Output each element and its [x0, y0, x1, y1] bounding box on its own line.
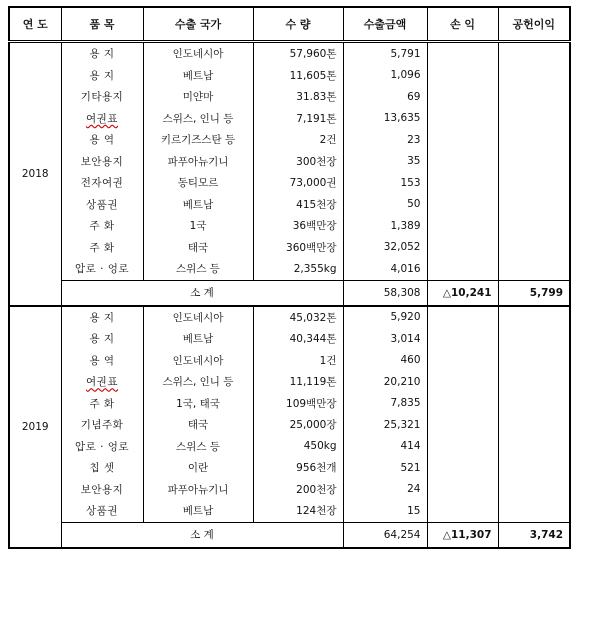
table-row	[9, 65, 570, 87]
public-profit-cell	[498, 194, 570, 216]
quantity-cell: 57,960톤	[253, 42, 343, 65]
public-profit-cell	[498, 42, 570, 65]
country-cell: 스위스 등	[143, 436, 253, 458]
profit-cell	[427, 371, 498, 393]
public-profit-cell	[498, 393, 570, 415]
profit-cell	[427, 151, 498, 173]
amount-cell: 32,052	[343, 237, 427, 259]
profit-cell	[427, 258, 498, 280]
profit-cell	[427, 328, 498, 350]
item-cell: 보안용지	[61, 479, 143, 501]
table-body	[9, 42, 570, 548]
country-cell: 파푸아뉴기니	[143, 151, 253, 173]
profit-cell	[427, 65, 498, 87]
quantity-cell: 124천장	[253, 500, 343, 522]
table-row	[9, 500, 570, 522]
item-cell: 용 지	[61, 328, 143, 350]
country-cell: 태국	[143, 237, 253, 259]
table-row	[9, 436, 570, 458]
public-profit-cell	[498, 350, 570, 372]
item-cell: 칩 셋	[61, 457, 143, 479]
table-row	[9, 306, 570, 329]
item-cell: 압로 · 엉로	[61, 436, 143, 458]
quantity-cell: 2,355kg	[253, 258, 343, 280]
profit-cell	[427, 194, 498, 216]
amount-cell: 1,389	[343, 215, 427, 237]
country-cell: 동티모르	[143, 172, 253, 194]
public-profit-cell	[498, 328, 570, 350]
table-row	[9, 258, 570, 280]
public-profit-cell	[498, 151, 570, 173]
amount-cell: 69	[343, 86, 427, 108]
amount-cell: 5,791	[343, 42, 427, 65]
amount-cell: 1,096	[343, 65, 427, 87]
subtotal-profit: △10,241	[427, 280, 498, 306]
amount-cell: 15	[343, 500, 427, 522]
item-cell: 기념주화	[61, 414, 143, 436]
table-row	[9, 86, 570, 108]
public-profit-cell	[498, 414, 570, 436]
subtotal-public-profit: 3,742	[498, 522, 570, 548]
country-cell: 1국, 태국	[143, 393, 253, 415]
table-row	[9, 151, 570, 173]
country-cell: 인도네시아	[143, 306, 253, 329]
item-cell: 용 지	[61, 42, 143, 65]
quantity-cell: 1건	[253, 350, 343, 372]
profit-cell	[427, 129, 498, 151]
item-cell: 상품권	[61, 194, 143, 216]
country-cell: 키르기즈스탄 등	[143, 129, 253, 151]
subtotal-profit: △11,307	[427, 522, 498, 548]
item-cell: 상품권	[61, 500, 143, 522]
country-cell: 베트남	[143, 194, 253, 216]
profit-cell	[427, 86, 498, 108]
country-cell: 1국	[143, 215, 253, 237]
item-cell: 전자여권	[61, 172, 143, 194]
header-amount: 수출금액	[343, 7, 427, 42]
country-cell: 베트남	[143, 328, 253, 350]
public-profit-cell	[498, 215, 570, 237]
table-row	[9, 237, 570, 259]
public-profit-cell	[498, 500, 570, 522]
subtotal-label: 소 계	[61, 280, 343, 306]
item-cell: 용 지	[61, 65, 143, 87]
table-row	[9, 457, 570, 479]
quantity-cell: 415천장	[253, 194, 343, 216]
public-profit-cell	[498, 258, 570, 280]
quantity-cell: 11,605톤	[253, 65, 343, 87]
subtotal-amount: 58,308	[343, 280, 427, 306]
profit-cell	[427, 350, 498, 372]
header-year: 연 도	[9, 7, 61, 42]
country-cell: 미얀마	[143, 86, 253, 108]
table-row	[9, 393, 570, 415]
year-cell: 2018	[9, 42, 61, 306]
amount-cell: 3,014	[343, 328, 427, 350]
public-profit-cell	[498, 129, 570, 151]
country-cell: 파푸아뉴기니	[143, 479, 253, 501]
header-public-profit: 공헌이익	[498, 7, 570, 42]
profit-cell	[427, 108, 498, 130]
amount-cell: 4,016	[343, 258, 427, 280]
country-cell: 인도네시아	[143, 42, 253, 65]
quantity-cell: 109백만장	[253, 393, 343, 415]
quantity-cell: 45,032톤	[253, 306, 343, 329]
subtotal-row	[9, 280, 570, 306]
item-cell: 기타용지	[61, 86, 143, 108]
profit-cell	[427, 414, 498, 436]
quantity-cell: 450kg	[253, 436, 343, 458]
country-cell: 베트남	[143, 500, 253, 522]
country-cell: 태국	[143, 414, 253, 436]
table-row	[9, 129, 570, 151]
profit-cell	[427, 436, 498, 458]
table-row	[9, 479, 570, 501]
profit-cell	[427, 172, 498, 194]
table-row	[9, 371, 570, 393]
item-cell: 압로 · 엉로	[61, 258, 143, 280]
item-cell: 용 지	[61, 306, 143, 329]
public-profit-cell	[498, 108, 570, 130]
amount-cell: 460	[343, 350, 427, 372]
public-profit-cell	[498, 86, 570, 108]
year-cell: 2019	[9, 306, 61, 548]
profit-cell	[427, 479, 498, 501]
table-row	[9, 194, 570, 216]
table-row	[9, 215, 570, 237]
export-table-container	[8, 6, 571, 549]
public-profit-cell	[498, 237, 570, 259]
table-row	[9, 414, 570, 436]
subtotal-public-profit: 5,799	[498, 280, 570, 306]
amount-cell: 23	[343, 129, 427, 151]
header-profit: 손 익	[427, 7, 498, 42]
header-quantity: 수 량	[253, 7, 343, 42]
country-cell: 스위스 등	[143, 258, 253, 280]
amount-cell: 35	[343, 151, 427, 173]
item-cell: 보안용지	[61, 151, 143, 173]
profit-cell	[427, 237, 498, 259]
header-country: 수출 국가	[143, 7, 253, 42]
amount-cell: 521	[343, 457, 427, 479]
quantity-cell: 360백만장	[253, 237, 343, 259]
table-row	[9, 328, 570, 350]
amount-cell: 25,321	[343, 414, 427, 436]
country-cell: 인도네시아	[143, 350, 253, 372]
amount-cell: 24	[343, 479, 427, 501]
public-profit-cell	[498, 172, 570, 194]
public-profit-cell	[498, 371, 570, 393]
header-row	[9, 7, 570, 42]
profit-cell	[427, 500, 498, 522]
table-row	[9, 172, 570, 194]
table-row	[9, 350, 570, 372]
country-cell: 스위스, 인니 등	[143, 108, 253, 130]
amount-cell: 13,635	[343, 108, 427, 130]
item-cell: 여권표	[61, 108, 143, 130]
subtotal-amount: 64,254	[343, 522, 427, 548]
public-profit-cell	[498, 65, 570, 87]
public-profit-cell	[498, 479, 570, 501]
export-table	[8, 6, 571, 549]
quantity-cell: 25,000장	[253, 414, 343, 436]
quantity-cell: 36백만장	[253, 215, 343, 237]
item-cell: 주 화	[61, 237, 143, 259]
quantity-cell: 40,344톤	[253, 328, 343, 350]
quantity-cell: 73,000권	[253, 172, 343, 194]
amount-cell: 50	[343, 194, 427, 216]
table-row	[9, 42, 570, 65]
item-cell: 용 역	[61, 350, 143, 372]
quantity-cell: 11,119톤	[253, 371, 343, 393]
quantity-cell: 7,191톤	[253, 108, 343, 130]
public-profit-cell	[498, 436, 570, 458]
subtotal-label: 소 계	[61, 522, 343, 548]
profit-cell	[427, 215, 498, 237]
amount-cell: 7,835	[343, 393, 427, 415]
table-row	[9, 108, 570, 130]
profit-cell	[427, 393, 498, 415]
country-cell: 이란	[143, 457, 253, 479]
country-cell: 스위스, 인니 등	[143, 371, 253, 393]
profit-cell	[427, 42, 498, 65]
amount-cell: 153	[343, 172, 427, 194]
item-cell: 용 역	[61, 129, 143, 151]
country-cell: 베트남	[143, 65, 253, 87]
profit-cell	[427, 306, 498, 329]
amount-cell: 414	[343, 436, 427, 458]
item-cell: 여권표	[61, 371, 143, 393]
public-profit-cell	[498, 457, 570, 479]
quantity-cell: 2건	[253, 129, 343, 151]
item-cell: 주 화	[61, 215, 143, 237]
public-profit-cell	[498, 306, 570, 329]
amount-cell: 20,210	[343, 371, 427, 393]
quantity-cell: 300천장	[253, 151, 343, 173]
subtotal-row	[9, 522, 570, 548]
quantity-cell: 956천개	[253, 457, 343, 479]
profit-cell	[427, 457, 498, 479]
quantity-cell: 200천장	[253, 479, 343, 501]
header-item: 품 목	[61, 7, 143, 42]
item-cell: 주 화	[61, 393, 143, 415]
quantity-cell: 31.83톤	[253, 86, 343, 108]
amount-cell: 5,920	[343, 306, 427, 329]
